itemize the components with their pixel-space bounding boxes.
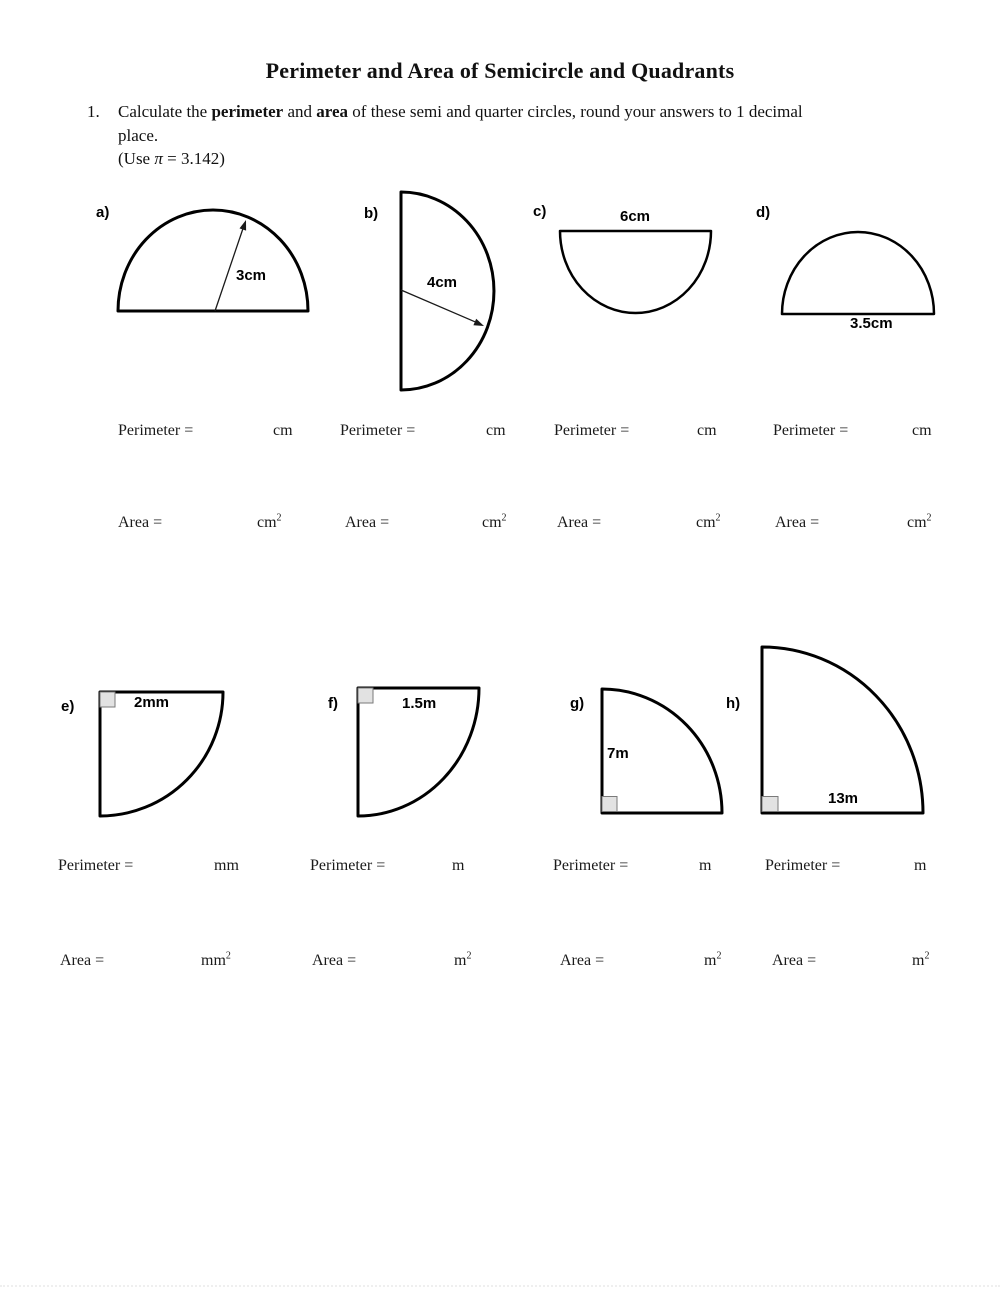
question-1	[87, 100, 917, 171]
figure-label-b: b)	[364, 205, 379, 222]
area-unit-g	[704, 952, 721, 970]
area-unit-base: m	[704, 952, 717, 969]
figure-label-g: g)	[570, 695, 585, 712]
perimeter-label-f: Perimeter =	[310, 857, 386, 874]
dimension-label-a: 3cm	[236, 267, 267, 284]
page-bottom-scan-artifact	[0, 1285, 1000, 1287]
right-angle-marker-e	[100, 692, 115, 707]
semicircle-a-outline	[118, 210, 308, 311]
semicircle-c-outline	[560, 231, 711, 313]
perimeter-unit-d: cm	[912, 422, 932, 439]
figure-label-h: h)	[726, 695, 741, 712]
area-unit-base: cm	[696, 514, 716, 531]
figure-label-d: d)	[756, 204, 771, 221]
area-unit-exponent: 2	[924, 950, 930, 962]
perimeter-label-h: Perimeter =	[765, 857, 841, 874]
right-angle-marker-h	[762, 797, 778, 812]
figure-label-c: c)	[533, 203, 547, 220]
figure-label-e: e)	[61, 698, 75, 715]
right-angle-marker-f	[358, 688, 373, 703]
area-unit-base: m	[454, 952, 467, 969]
perimeter-label-e: Perimeter =	[58, 857, 134, 874]
area-label-c: Area =	[557, 514, 602, 531]
question-text: and	[283, 102, 317, 121]
area-unit-exponent: 2	[225, 950, 231, 962]
question-text: Calculate the	[118, 102, 212, 121]
dimension-label-e: 2mm	[134, 694, 170, 711]
question-line-3	[118, 147, 917, 171]
area-label-a: Area =	[118, 514, 163, 531]
area-unit-d	[907, 514, 932, 532]
dimension-label-c: 6cm	[620, 208, 651, 225]
page-title: Perimeter and Area of Semicircle and Quadrants	[265, 58, 735, 83]
area-unit-b	[482, 514, 507, 532]
area-unit-base: cm	[907, 514, 927, 531]
area-label-b: Area =	[345, 514, 390, 531]
area-unit-base: cm	[482, 514, 502, 531]
perimeter-label-a: Perimeter =	[118, 422, 194, 439]
perimeter-label-b: Perimeter =	[340, 422, 416, 439]
perimeter-unit-f: m	[452, 857, 465, 874]
perimeter-unit-b: cm	[486, 422, 506, 439]
pi-symbol: π	[154, 149, 163, 168]
figure-label-a: a)	[96, 204, 110, 221]
area-unit-exponent: 2	[501, 512, 507, 524]
question-text: (Use	[118, 149, 155, 168]
perimeter-unit-c: cm	[697, 422, 717, 439]
question-text-bold-perimeter: perimeter	[211, 102, 284, 121]
area-unit-base: m	[912, 952, 925, 969]
area-unit-a	[257, 514, 282, 532]
area-label-d: Area =	[775, 514, 820, 531]
area-unit-e	[201, 952, 231, 970]
area-unit-h	[912, 952, 929, 970]
right-angle-marker-g	[602, 797, 617, 812]
quadrant-h-outline	[762, 647, 923, 813]
semicircle-d-figure	[780, 229, 936, 316]
dimension-label-g: 7m	[607, 745, 629, 762]
question-number: 1.	[87, 102, 100, 121]
question-text: = 3.142)	[162, 149, 225, 168]
question-text-bold-area: area	[316, 102, 349, 121]
area-unit-exponent: 2	[276, 512, 282, 524]
perimeter-label-g: Perimeter =	[553, 857, 629, 874]
area-unit-base: mm	[201, 952, 226, 969]
dimension-label-h: 13m	[828, 790, 859, 807]
perimeter-label-d: Perimeter =	[773, 422, 849, 439]
question-line-2: place.	[118, 125, 159, 145]
semicircle-d-outline	[782, 232, 934, 314]
perimeter-label-c: Perimeter =	[554, 422, 630, 439]
semicircle-c-figure	[558, 229, 713, 317]
area-unit-exponent: 2	[466, 950, 472, 962]
figure-label-f: f)	[328, 695, 338, 712]
semicircle-b-figure	[399, 190, 497, 392]
area-label-e: Area =	[60, 952, 105, 969]
question-line-1	[87, 100, 917, 124]
dimension-label-f: 1.5m	[402, 695, 437, 712]
area-unit-c	[696, 514, 721, 532]
area-label-g: Area =	[560, 952, 605, 969]
area-unit-exponent: 2	[926, 512, 932, 524]
area-unit-exponent: 2	[715, 512, 721, 524]
dimension-label-d: 3.5cm	[850, 315, 893, 332]
perimeter-unit-h: m	[914, 857, 927, 874]
semicircle-a-figure	[116, 206, 310, 316]
perimeter-unit-e: mm	[214, 857, 239, 874]
area-unit-base: cm	[257, 514, 277, 531]
area-unit-f	[454, 952, 471, 970]
dimension-label-b: 4cm	[427, 274, 458, 291]
question-text: of these semi and quarter circles, round your answers to 1 decimal	[348, 102, 803, 121]
area-unit-exponent: 2	[716, 950, 722, 962]
area-label-f: Area =	[312, 952, 357, 969]
perimeter-unit-g: m	[699, 857, 712, 874]
area-label-h: Area =	[772, 952, 817, 969]
perimeter-unit-a: cm	[273, 422, 293, 439]
semicircle-b-outline	[401, 192, 494, 390]
